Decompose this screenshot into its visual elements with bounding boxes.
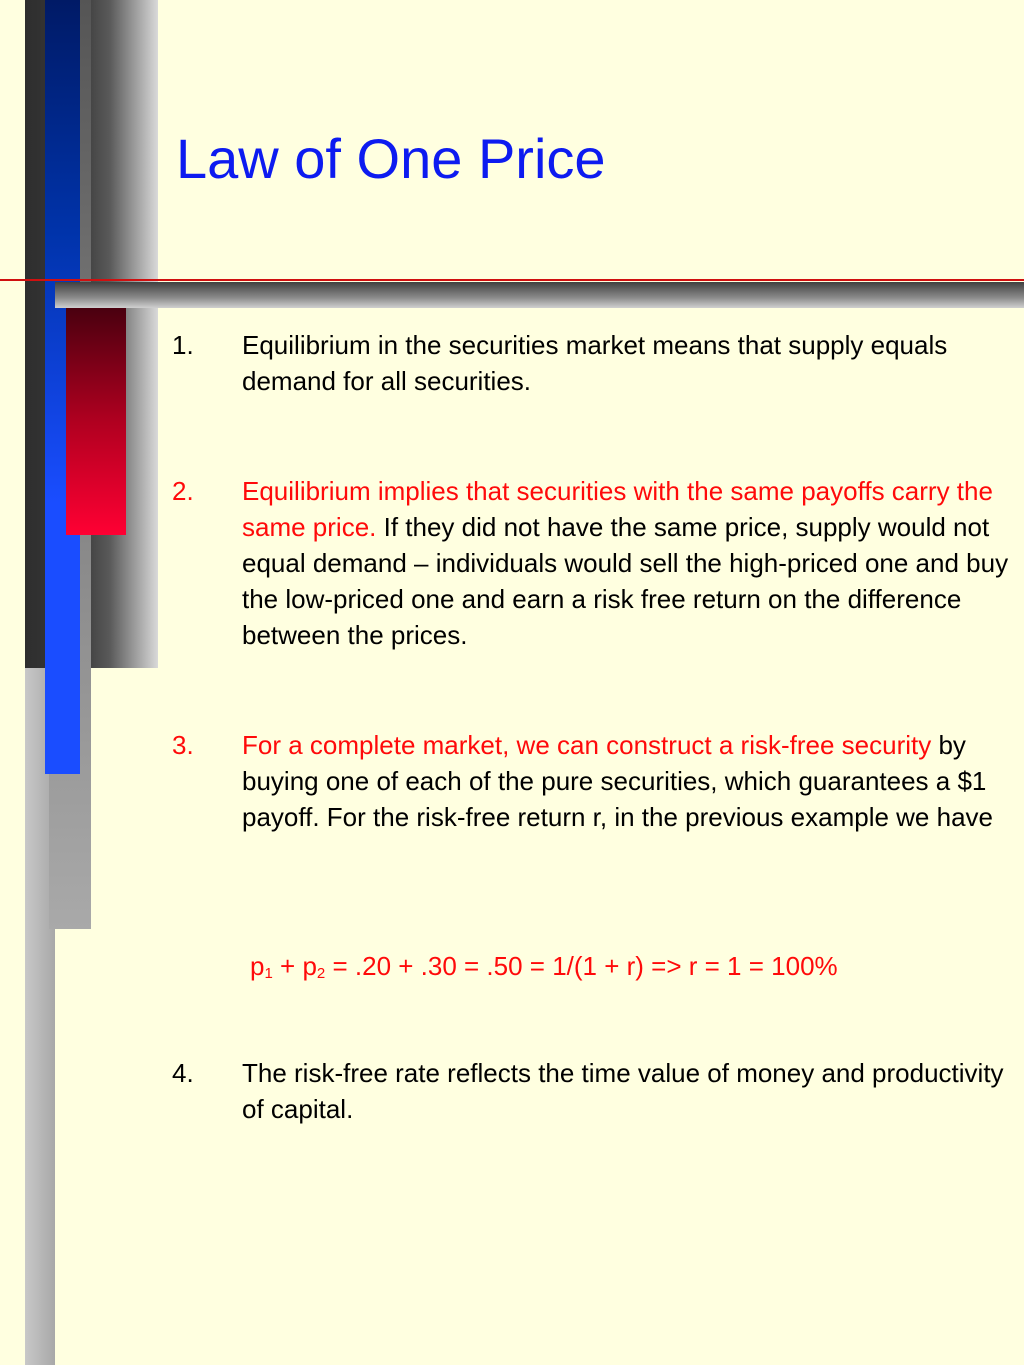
eq-sub2: 2 <box>316 965 326 982</box>
eq-p1: p <box>250 951 265 981</box>
item-number: 2. <box>172 476 194 506</box>
decor-horizontal-bar <box>55 282 1024 308</box>
decor-red-rule <box>0 279 1024 281</box>
item-number: 1. <box>172 330 194 360</box>
equation <box>250 948 838 992</box>
list-item-2 <box>172 473 1012 653</box>
list-item-1 <box>172 327 1012 399</box>
item-text: by buying one of each of the pure securities, which guarantees a $1 payoff. For the risk-free return r, in the previous example we have <box>242 730 993 832</box>
eq-p2: + p <box>272 951 317 981</box>
item-text: Equilibrium in the securities market means that supply equals demand for all securities. <box>242 330 948 396</box>
item-text: The risk-free rate reflects the time value of money and productivity of capital. <box>242 1058 1004 1124</box>
list-item-4 <box>172 1055 1012 1127</box>
item-text: If they did not have the same price, supply would not equal demand – individuals would sell the high-priced one and buy the low-priced one and earn a risk free return on the difference between the prices. <box>242 512 1009 650</box>
item-highlight: Equilibrium implies that securities with the same payoffs carry the same price. <box>242 476 993 542</box>
eq-rest: = .20 + .30 = .50 = 1/(1 + r) => r = 1 = 100% <box>325 951 838 981</box>
item-number: 4. <box>172 1058 194 1088</box>
decor-red-block <box>66 308 126 535</box>
item-highlight: For a complete market, we can construct a risk-free security <box>242 730 932 760</box>
eq-sub1: 1 <box>264 965 273 982</box>
slide-title: Law of One Price <box>176 127 606 190</box>
list-item-3 <box>172 727 1012 835</box>
item-number: 3. <box>172 730 194 760</box>
